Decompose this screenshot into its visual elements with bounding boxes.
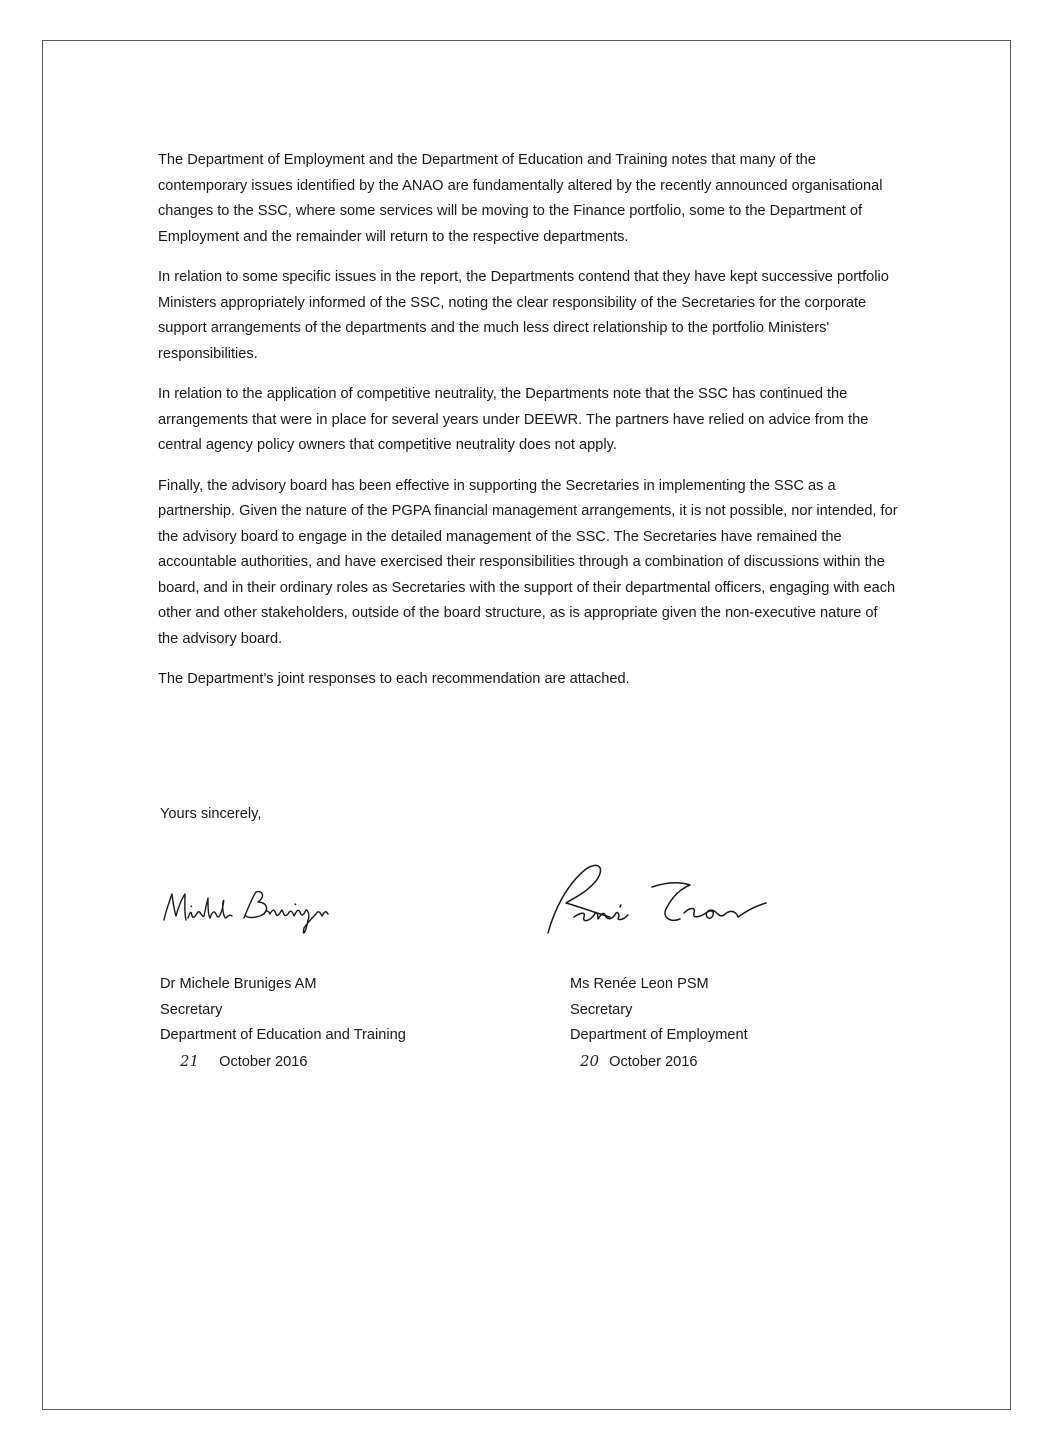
handwritten-day: 20 [580,1051,600,1070]
paragraph-4: Finally, the advisory board has been effective in supporting the Secretaries in implementing the SSC as a partnership. Given the nature of the PGPA financial management arrangements, it is not possible, nor intended, for the advisory board to engage in the detailed management of the SSC. The Secretaries have remained the accountable authorities, and have exercised their responsibilities through a combination of discussions within the board, and in their ordinary roles as Secretaries with the support of their departmental officers, engaging with each other and other stakeholders, outside of the board structure, as is appropriate given the non-executive nature of the advisory board. [158,477,898,647]
closing-salutation: Yours sincerely, [160,806,262,822]
signatory-title: Secretary [570,1001,633,1018]
signature-date [160,1049,406,1076]
paragraph-2: In relation to some specific issues in the report, the Departments contend that they have kept successive portfolio Ministers appropriately informed of the SSC, noting the clear responsibility of the Secretaries for the corporate support arrangements of the departments and the much less direct relationship to the portfolio Ministers' responsibilities. [158,269,889,362]
paragraph-3: In relation to the application of competitive neutrality, the Departments note that the SSC has continued the arrangements that were in place for several years under DEEWR. The partners have relied on advice from the central agency policy owners that competitive neutrality does not apply. [158,386,869,453]
date-month-year: October 2016 [609,1053,698,1070]
signatory-left [160,972,406,1075]
signature-bruniges [158,880,398,950]
signatory-name: Ms Renée Leon PSM [570,976,709,992]
signature-leon [540,855,810,940]
letter-body [158,148,898,708]
paragraph-5: The Department's joint responses to each recommendation are attached. [158,671,630,687]
signatory-right [570,972,748,1075]
date-month-year: October 2016 [219,1053,308,1070]
handwritten-day: 21 [180,1051,200,1070]
signatory-name: Dr Michele Bruniges AM [160,976,317,992]
paragraph-1: The Department of Employment and the Department of Education and Training notes that many of the contemporary issues identified by the ANAO are fundamentally altered by the recently announced organisational changes to the SSC, where some services will be moving to the Finance portfolio, some to the Department of Employment and the remainder will return to the respective departments. [158,152,883,245]
signatory-department: Department of Employment [570,1027,748,1043]
signatory-department: Department of Education and Training [160,1027,406,1043]
signatory-title: Secretary [160,1001,223,1018]
signature-date [570,1049,748,1076]
